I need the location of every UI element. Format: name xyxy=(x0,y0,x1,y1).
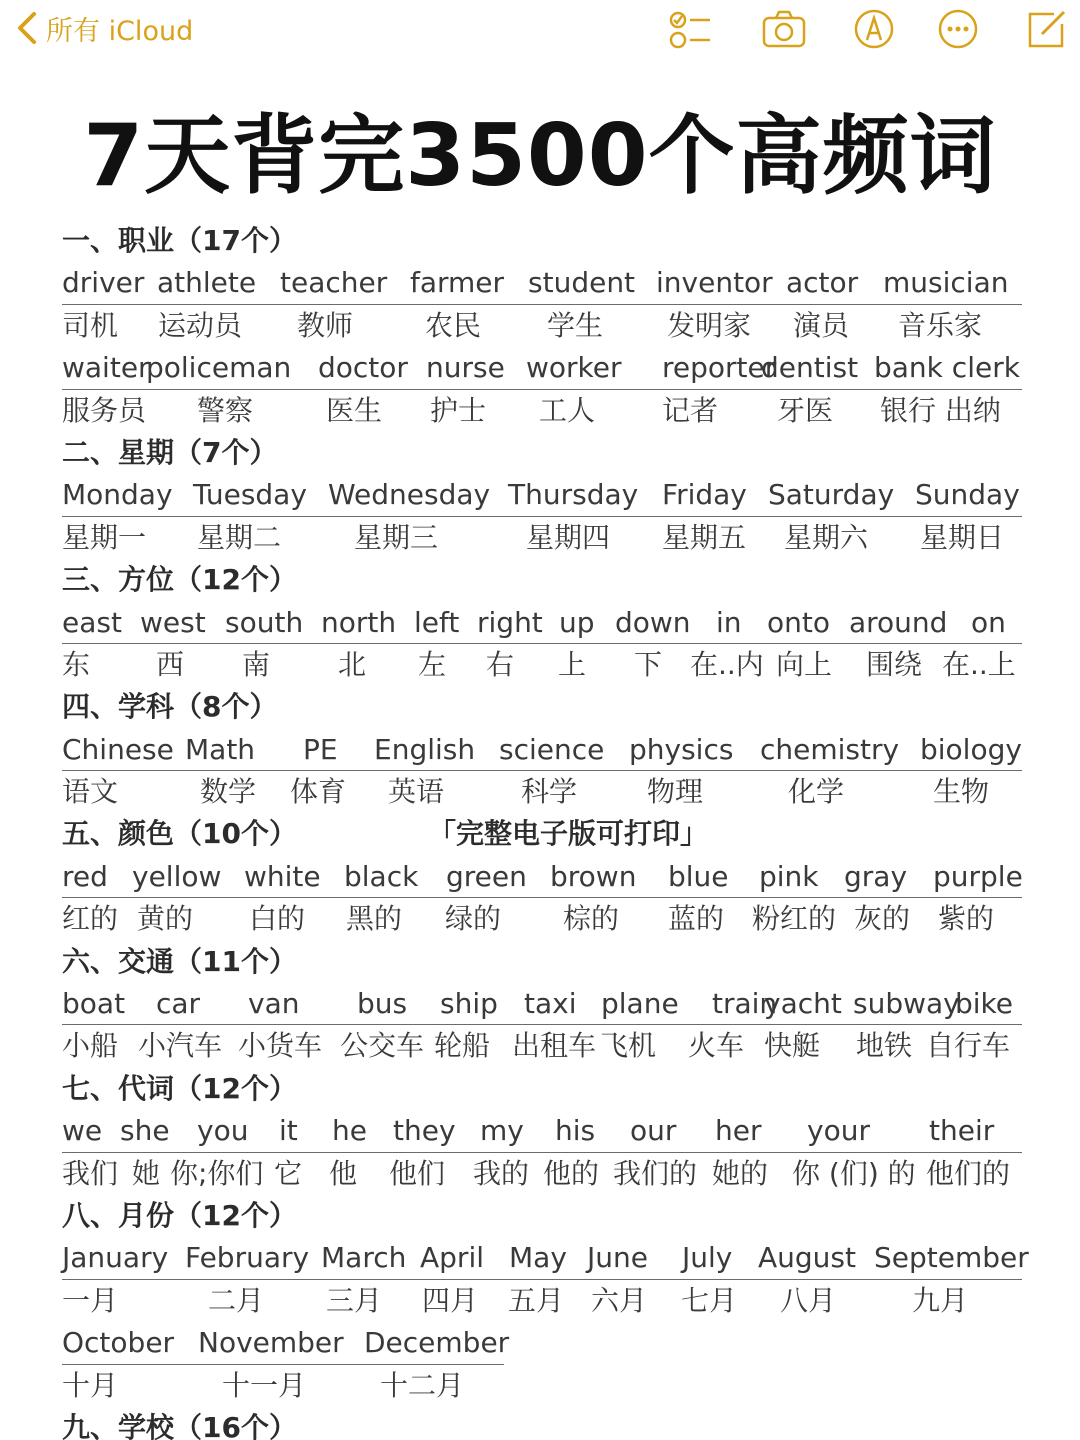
english-word: PE xyxy=(303,732,338,766)
english-words-row xyxy=(62,1110,1022,1152)
english-word: right xyxy=(477,605,543,639)
english-word: Wednesday xyxy=(328,478,491,512)
compose-button[interactable] xyxy=(1024,8,1068,50)
chinese-meaning: 灰的 xyxy=(854,902,911,936)
english-word: up xyxy=(559,605,595,639)
chinese-meaning: 地铁 xyxy=(856,1029,913,1063)
chinese-meaning: 服务员 xyxy=(62,393,147,427)
english-word: boat xyxy=(62,987,126,1021)
chinese-meaning: 小汽车 xyxy=(138,1029,223,1063)
english-word: December xyxy=(364,1326,510,1360)
english-word: teacher xyxy=(280,266,388,300)
chinese-meaning: 他们的 xyxy=(926,1156,1011,1190)
chinese-meaning: 北 xyxy=(338,647,367,681)
english-words-row xyxy=(62,347,1022,389)
english-word: ship xyxy=(440,987,498,1021)
english-word: her xyxy=(715,1114,762,1148)
chinese-meaning: 右 xyxy=(486,647,515,681)
english-word: west xyxy=(140,605,206,639)
english-word: car xyxy=(156,987,201,1021)
section-heading-row xyxy=(62,220,1022,262)
english-word: on xyxy=(971,605,1006,639)
chinese-meaning: 黄的 xyxy=(137,902,194,936)
chinese-meaning: 物理 xyxy=(647,775,704,809)
english-word: our xyxy=(630,1114,677,1148)
chinese-meaning: 轮船 xyxy=(434,1029,491,1063)
english-words-row xyxy=(62,262,1022,304)
chinese-meanings-row xyxy=(62,305,1022,347)
english-word: May xyxy=(509,1241,567,1275)
english-word: nurse xyxy=(426,351,505,385)
navigation-bar xyxy=(0,0,1080,56)
chinese-meaning: 他 xyxy=(329,1156,358,1190)
english-word: gray xyxy=(844,859,908,893)
chinese-meaning: 红的 xyxy=(62,902,119,936)
english-word: worker xyxy=(526,351,622,385)
english-word: east xyxy=(62,605,122,639)
chinese-meanings-row xyxy=(62,1365,1022,1407)
english-word: it xyxy=(279,1114,298,1148)
english-word: you xyxy=(197,1114,249,1148)
chinese-meanings-row xyxy=(62,1280,1022,1322)
chinese-meaning: 演员 xyxy=(793,308,850,342)
chinese-meanings-row xyxy=(62,644,1022,686)
chinese-meaning: 上 xyxy=(558,647,587,681)
english-word: green xyxy=(446,859,527,893)
english-word: student xyxy=(528,266,636,300)
chinese-meaning: 运动员 xyxy=(158,308,243,342)
english-words-row xyxy=(62,602,1022,644)
english-words-row xyxy=(62,983,1022,1025)
chinese-meaning: 十二月 xyxy=(380,1368,465,1402)
section-heading: 一、职业（17个） xyxy=(62,224,297,257)
english-word: bank clerk xyxy=(874,351,1020,385)
english-word: farmer xyxy=(410,266,505,300)
section-heading: 七、代词（12个） xyxy=(62,1071,297,1105)
section-heading: 六、交通（11个） xyxy=(62,944,297,978)
english-word: June xyxy=(587,1241,648,1275)
chinese-meaning: 星期四 xyxy=(526,520,611,554)
english-word: actor xyxy=(786,266,859,300)
chinese-meaning: 一月 xyxy=(62,1283,119,1317)
chinese-meaning: 星期六 xyxy=(784,520,869,554)
english-word: plane xyxy=(601,987,679,1021)
english-word: biology xyxy=(920,732,1022,766)
chinese-meaning: 九月 xyxy=(912,1283,969,1317)
english-word: south xyxy=(225,605,304,639)
english-word: inventor xyxy=(656,266,773,300)
english-word: driver xyxy=(62,266,145,300)
chinese-meaning: 发明家 xyxy=(667,308,752,342)
chinese-meaning: 在..上 xyxy=(942,647,1016,681)
chinese-meaning: 快艇 xyxy=(764,1029,821,1063)
chinese-meaning: 四月 xyxy=(422,1283,479,1317)
chinese-meaning: 西 xyxy=(156,647,185,681)
english-word: musician xyxy=(883,266,1009,300)
compose-icon xyxy=(1024,8,1068,50)
english-word: chemistry xyxy=(760,732,900,766)
chinese-meaning: 自行车 xyxy=(926,1029,1011,1063)
chinese-meaning: 下 xyxy=(634,647,663,681)
chinese-meaning: 她 xyxy=(132,1156,161,1190)
english-word: July xyxy=(682,1241,733,1275)
english-word: Friday xyxy=(662,478,747,512)
english-word: left xyxy=(414,605,460,639)
english-words-row xyxy=(62,474,1022,516)
chinese-meaning: 紫的 xyxy=(938,902,995,936)
english-word: April xyxy=(420,1241,484,1275)
english-word: blue xyxy=(668,859,729,893)
english-word: September xyxy=(874,1241,1029,1275)
chinese-meanings-row xyxy=(62,1153,1022,1195)
chinese-meaning: 火车 xyxy=(688,1029,745,1063)
english-word: bus xyxy=(357,987,408,1021)
english-word: he xyxy=(332,1114,367,1148)
chinese-meaning: 体育 xyxy=(290,775,347,809)
chinese-meaning: 工人 xyxy=(539,393,596,427)
markup-pen-icon xyxy=(852,8,896,50)
english-word: Saturday xyxy=(768,478,895,512)
section-heading-row xyxy=(62,813,1022,855)
chinese-meaning: 我的 xyxy=(473,1156,530,1190)
english-word: van xyxy=(248,987,300,1021)
note-body[interactable] xyxy=(62,220,1029,1440)
english-word: November xyxy=(198,1326,344,1360)
english-word: onto xyxy=(767,605,830,639)
english-word: train xyxy=(712,987,778,1021)
chinese-meaning: 护士 xyxy=(430,393,487,427)
chinese-meaning: 农民 xyxy=(425,308,482,342)
english-word: reporter xyxy=(662,351,777,385)
english-word: we xyxy=(62,1114,103,1148)
chinese-meaning: 星期日 xyxy=(920,520,1005,554)
chinese-meaning: 七月 xyxy=(681,1283,738,1317)
chinese-meaning: 警察 xyxy=(197,393,254,427)
section-heading: 八、月份（12个） xyxy=(62,1198,297,1232)
chinese-meaning: 她的 xyxy=(712,1156,769,1190)
note-title: 7天背完3500个高频词 xyxy=(83,106,997,206)
chinese-meaning: 银行 出纳 xyxy=(880,393,1001,427)
section-heading: 四、学科（8个） xyxy=(62,690,278,724)
chinese-meaning: 牙医 xyxy=(777,393,834,427)
chinese-meaning: 英语 xyxy=(388,775,445,809)
english-word: doctor xyxy=(318,351,408,385)
chinese-meaning: 小货车 xyxy=(238,1029,323,1063)
section-heading: 二、星期（7个） xyxy=(62,435,278,469)
chinese-meanings-row xyxy=(62,517,1022,559)
english-word: English xyxy=(374,732,476,766)
chinese-meaning: 出租车 xyxy=(512,1029,597,1063)
chinese-meaning: 东 xyxy=(62,647,91,681)
english-word: Sunday xyxy=(915,478,1020,512)
section-heading-row xyxy=(62,432,1022,474)
english-word: white xyxy=(244,859,321,893)
chinese-meaning: 他们 xyxy=(389,1156,446,1190)
back-label: 所有 iCloud xyxy=(46,15,194,47)
print-note: 「完整电子版可打印」 xyxy=(428,817,709,851)
chinese-meaning: 生物 xyxy=(933,775,990,809)
english-words-row xyxy=(62,1237,1029,1279)
english-word: Thursday xyxy=(508,478,639,512)
chinese-meaning: 科学 xyxy=(521,775,578,809)
english-word: down xyxy=(615,605,691,639)
english-word: she xyxy=(120,1114,170,1148)
section-heading: 三、方位（12个） xyxy=(62,563,297,597)
more-button[interactable] xyxy=(936,8,980,50)
chinese-meaning: 南 xyxy=(242,647,271,681)
english-word: around xyxy=(849,605,948,639)
english-word: black xyxy=(344,859,419,893)
chinese-meaning: 化学 xyxy=(788,775,845,809)
english-word: your xyxy=(807,1114,870,1148)
english-word: bike xyxy=(955,987,1013,1021)
chinese-meaning: 我们 xyxy=(62,1156,119,1190)
english-word: February xyxy=(185,1241,310,1275)
section-heading: 五、颜色（10个） xyxy=(62,817,297,851)
english-word: science xyxy=(499,732,605,766)
chinese-meaning: 在..内 xyxy=(690,647,764,681)
chinese-meaning: 五月 xyxy=(508,1283,565,1317)
chinese-meaning: 六月 xyxy=(591,1283,648,1317)
chinese-meaning: 星期三 xyxy=(354,520,439,554)
chinese-meaning: 星期一 xyxy=(62,520,147,554)
english-word: athlete xyxy=(157,266,257,300)
more-ellipsis-icon xyxy=(936,8,980,50)
chinese-meaning: 他的 xyxy=(543,1156,600,1190)
section-heading-row xyxy=(62,1407,1022,1440)
chinese-meanings-row xyxy=(62,390,1022,432)
english-word: policeman xyxy=(146,351,292,385)
english-word: red xyxy=(62,859,108,893)
english-word: Math xyxy=(185,732,256,766)
section-heading-row xyxy=(62,1195,1022,1237)
english-word: August xyxy=(758,1241,856,1275)
chinese-meaning: 学生 xyxy=(547,308,604,342)
chinese-meaning: 黑的 xyxy=(346,902,403,936)
english-word: March xyxy=(321,1241,407,1275)
chinese-meaning: 司机 xyxy=(62,308,119,342)
english-word: October xyxy=(62,1326,175,1360)
english-word: Monday xyxy=(62,478,173,512)
chinese-meaning: 我们的 xyxy=(613,1156,698,1190)
chinese-meaning: 飞机 xyxy=(600,1029,657,1063)
chinese-meaning: 粉红的 xyxy=(752,902,837,936)
english-word: taxi xyxy=(524,987,577,1021)
english-word: north xyxy=(321,605,397,639)
chinese-meaning: 星期五 xyxy=(662,520,747,554)
chinese-meaning: 小船 xyxy=(62,1029,119,1063)
checklist-button[interactable] xyxy=(668,8,712,50)
english-word: his xyxy=(555,1114,596,1148)
chinese-meaning: 医生 xyxy=(326,393,383,427)
section-heading-row xyxy=(62,941,1022,983)
section-heading-row xyxy=(62,1068,1022,1110)
chinese-meaning: 左 xyxy=(418,647,447,681)
english-word: January xyxy=(62,1241,169,1275)
english-word: brown xyxy=(550,859,637,893)
chinese-meanings-row xyxy=(62,1025,1022,1067)
section-heading-row xyxy=(62,559,1022,601)
camera-icon xyxy=(762,8,806,50)
back-button[interactable] xyxy=(16,8,193,48)
chinese-meaning: 三月 xyxy=(326,1283,383,1317)
chinese-meaning: 公交车 xyxy=(340,1029,425,1063)
chinese-meanings-row xyxy=(62,771,1022,813)
chinese-meaning: 绿的 xyxy=(445,902,502,936)
english-words-row xyxy=(62,856,1022,898)
chinese-meaning: 白的 xyxy=(249,902,306,936)
chinese-meaning: 蓝的 xyxy=(668,902,725,936)
english-word: they xyxy=(393,1114,456,1148)
chinese-meaning: 棕的 xyxy=(563,902,620,936)
camera-button[interactable] xyxy=(762,8,806,50)
english-word: dentist xyxy=(761,351,859,385)
chinese-meaning: 记者 xyxy=(662,393,719,427)
chinese-meaning: 数学 xyxy=(200,775,257,809)
english-word: in xyxy=(716,605,742,639)
english-word: my xyxy=(480,1114,524,1148)
english-word: purple xyxy=(933,859,1023,893)
checklist-icon xyxy=(668,8,712,50)
chevron-left-icon xyxy=(16,11,38,45)
chinese-meaning: 十月 xyxy=(62,1368,119,1402)
english-words-row xyxy=(62,729,1022,771)
chinese-meaning: 你;你们 xyxy=(170,1156,264,1190)
chinese-meaning: 它 xyxy=(274,1156,303,1190)
chinese-meaning: 你 (们) 的 xyxy=(792,1156,916,1190)
chinese-meanings-row xyxy=(62,898,1022,940)
chinese-meaning: 向上 xyxy=(776,647,833,681)
english-word: Tuesday xyxy=(193,478,307,512)
section-heading: 九、学校（16个） xyxy=(62,1410,297,1440)
english-word: pink xyxy=(759,859,819,893)
english-word: physics xyxy=(629,732,734,766)
english-word: Chinese xyxy=(62,732,174,766)
english-words-row xyxy=(62,1322,510,1364)
section-heading-row xyxy=(62,686,1022,728)
chinese-meaning: 八月 xyxy=(780,1283,837,1317)
chinese-meaning: 围绕 xyxy=(866,647,923,681)
english-word: subway xyxy=(853,987,960,1021)
english-word: their xyxy=(929,1114,995,1148)
chinese-meaning: 十一月 xyxy=(222,1368,307,1402)
chinese-meaning: 音乐家 xyxy=(898,308,983,342)
markup-button[interactable] xyxy=(852,8,896,50)
english-word: yellow xyxy=(132,859,222,893)
english-word: yacht xyxy=(764,987,842,1021)
chinese-meaning: 教师 xyxy=(297,308,354,342)
chinese-meaning: 星期二 xyxy=(197,520,282,554)
english-word: waiter xyxy=(62,351,150,385)
chinese-meaning: 语文 xyxy=(62,775,119,809)
chinese-meaning: 二月 xyxy=(208,1283,265,1317)
